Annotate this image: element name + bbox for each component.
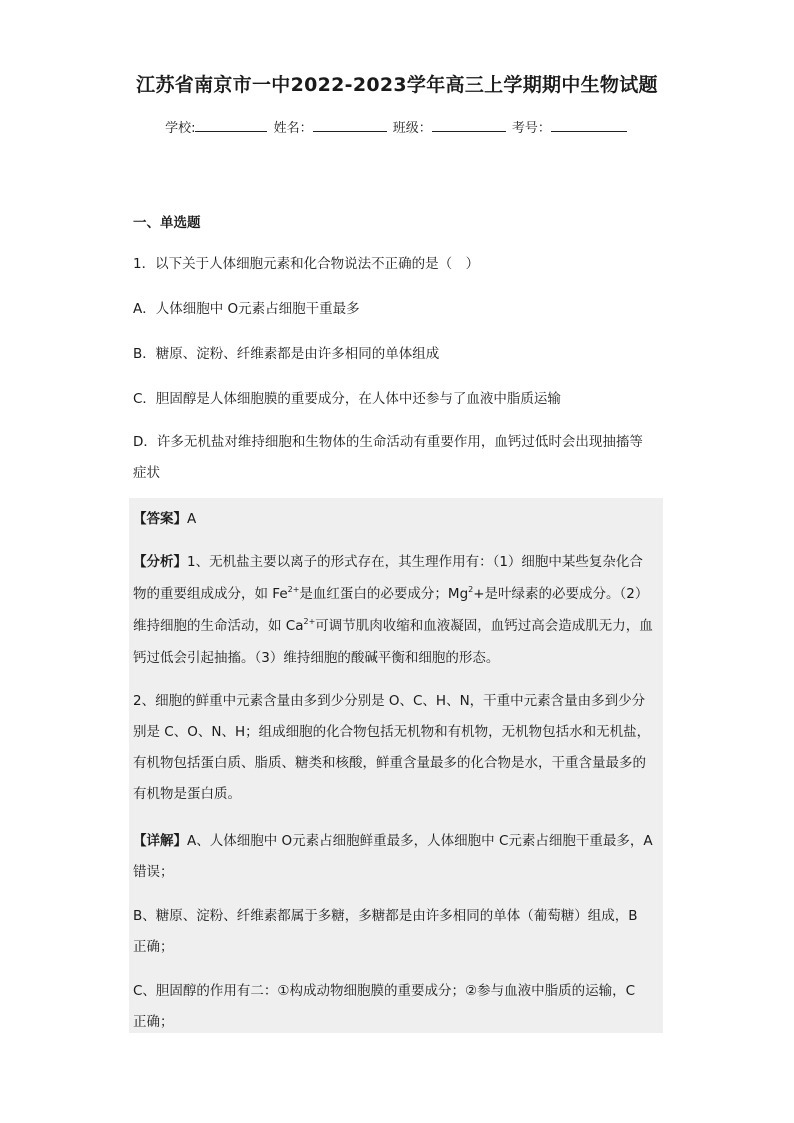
analysis-p2-line3: 有机物包括蛋白质、脂质、糖类和核酸，鲜重含量最多的化合物是水，干重含量最多的 [133,755,646,771]
answer-line [133,507,196,527]
name-blank [313,117,387,132]
number-label: 考号： [511,121,551,136]
option-b: B．糖原、淀粉、纤维素都是由许多相同的单体组成 [133,346,440,362]
class-blank [432,117,506,132]
detail-label: 【详解】 [133,833,187,849]
analysis-line4: 钙过低会引起抽搐。（3）维持细胞的酸碱平衡和细胞的形态。 [133,650,500,666]
detail-line1 [133,829,653,849]
class-label: 班级： [392,121,432,136]
superscript: 2 [468,585,474,594]
answer-label: 【答案】 [133,511,187,527]
analysis-text: 是血红蛋白的必要成分；Mg [299,586,469,602]
analysis-p2-line4: 有机物是蛋白质。 [133,786,241,802]
detail-text: A、人体细胞中 O元素占细胞鲜重最多，人体细胞中 C元素占细胞干重最多，A [187,833,653,849]
analysis-text: 维持细胞的生命活动，如 Ca [133,618,304,634]
option-d-line2: 症状 [133,465,160,481]
analysis-text: 物的重要组成成分，如 Fe [133,586,288,602]
question-stem: 1．以下关于人体细胞元素和化合物说法不正确的是（ ） [133,256,480,272]
option-c: C．胆固醇是人体细胞膜的重要成分，在人体中还参与了血液中脂质运输 [133,391,561,407]
superscript: 2+ [303,617,316,626]
school-blank [195,117,267,132]
answer-value: A [187,511,197,527]
analysis-text: 可调节肌肉收缩和血液凝固，血钙过高会造成肌无力，血 [315,618,653,634]
detail-b-line2: 正确； [133,939,174,955]
detail-c-line1: C、胆固醇的作用有二：①构成动物细胞膜的重要成分；②参与血液中脂质的运输，C [133,983,636,999]
superscript: 2+ [287,585,300,594]
analysis-text: 1、无机盐主要以离子的形式存在，其生理作用有：（1）细胞中某些复杂化合 [187,554,643,570]
option-d-line1: D．许多无机盐对维持细胞和生物体的生命活动有重要作用，血钙过低时会出现抽搐等 [133,434,643,450]
page-title: 江苏省南京市一中2022-2023学年高三上学期期中生物试题 [136,74,658,96]
school-label: 学校: [165,121,196,136]
section-heading: 一、单选题 [133,215,201,231]
analysis-label: 【分析】 [133,554,187,570]
analysis-text: +是叶绿素的必要成分。（2） [473,586,649,602]
name-label: 姓名： [273,121,313,136]
analysis-p2-line2: 别是 C、O、N、H；组成细胞的化合物包括无机物和有机物，无机物包括水和无机盐， [133,724,651,740]
analysis-line2 [133,582,648,602]
analysis-p2-line1: 2、细胞的鲜重中元素含量由多到少分别是 O、C、H、N，干重中元素含量由多到少分 [133,693,646,709]
analysis-line1 [133,550,643,570]
number-blank [551,117,627,132]
detail-line2: 错误； [133,864,174,880]
student-info-row [0,117,794,136]
analysis-line3 [133,614,653,634]
detail-c-line2: 正确； [133,1014,174,1030]
detail-b-line1: B、糖原、淀粉、纤维素都属于多糖，多糖都是由许多相同的单体（葡萄糖）组成，B [133,908,638,924]
option-a: A．人体细胞中 O元素占细胞干重最多 [133,301,360,317]
